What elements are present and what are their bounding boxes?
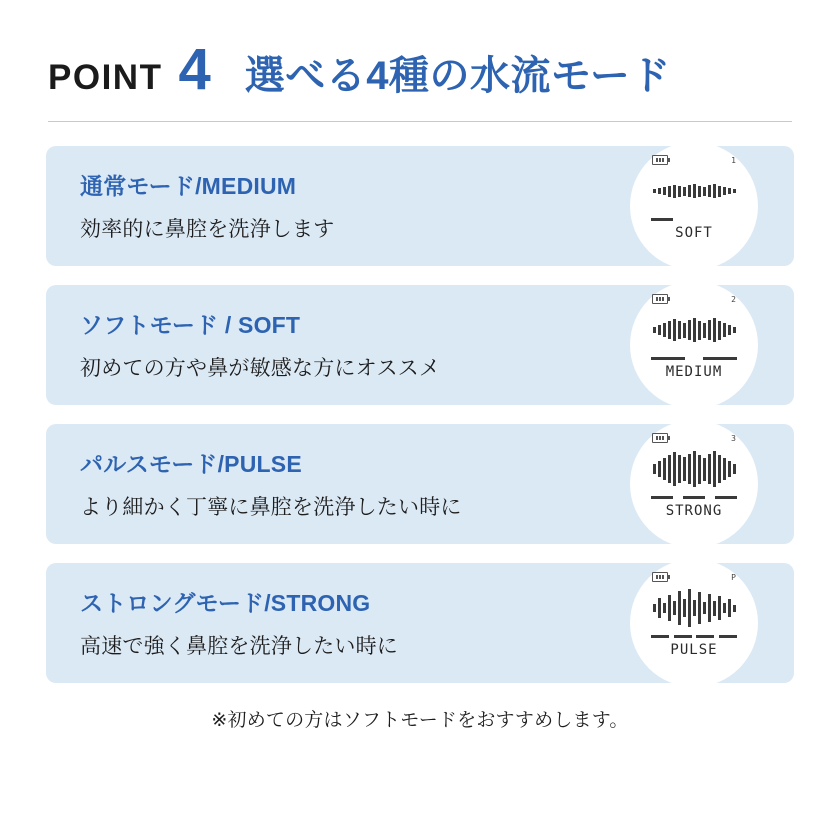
level-bars: [651, 631, 737, 641]
page-header: [46, 0, 794, 101]
battery-icon: [652, 572, 668, 582]
level-bars: [651, 492, 737, 502]
waveform-strong: [646, 448, 742, 490]
device-status-row: [644, 294, 744, 304]
device-display: [630, 142, 758, 270]
device-mode-number: 3: [731, 433, 736, 443]
device-display: [630, 281, 758, 409]
device-status-row: [644, 572, 744, 582]
device-mode-number: 1: [731, 155, 736, 165]
mode-card: [46, 563, 794, 683]
header-divider: [48, 121, 792, 122]
device-status-row: [644, 155, 744, 165]
battery-icon: [652, 155, 668, 165]
device-display: [630, 420, 758, 548]
battery-icon: [652, 294, 668, 304]
mode-card-title: パルスモード/PULSE: [80, 451, 302, 477]
level-bars: [651, 353, 737, 363]
device-status-row: [644, 433, 744, 443]
device-mode-label: SOFT: [675, 225, 713, 241]
point-number: 4: [178, 37, 211, 102]
device-display: [630, 559, 758, 687]
mode-card: [46, 285, 794, 405]
mode-card-description: 効率的に鼻腔を洗浄します: [80, 218, 335, 241]
waveform-pulse: [646, 587, 742, 629]
mode-card-description: 初めての方や鼻が敏感な方にオススメ: [80, 357, 441, 380]
device-mode-label: MEDIUM: [665, 364, 723, 380]
mode-card-description: より細かく丁寧に鼻腔を洗浄したい時に: [80, 496, 462, 519]
device-mode-label: PULSE: [670, 642, 718, 658]
page-title: 選べる4種の水流モード: [244, 54, 671, 98]
mode-card-list: [46, 146, 794, 683]
mode-card-description: 高速で強く鼻腔を洗浄したい時に: [80, 635, 398, 658]
footnote: ※初めての方はソフトモードをおすすめします。: [211, 710, 629, 731]
device-mode-label: STRONG: [665, 503, 723, 519]
mode-card-title: ストロングモード/STRONG: [80, 590, 371, 616]
battery-icon: [652, 433, 668, 443]
device-mode-number: P: [731, 572, 736, 582]
device-mode-number: 2: [731, 294, 736, 304]
waveform-medium: [646, 309, 742, 351]
level-bars: [651, 214, 737, 224]
mode-card: [46, 146, 794, 266]
mode-card-title: 通常モード/MEDIUM: [80, 173, 297, 199]
mode-card-title: ソフトモード / SOFT: [80, 312, 301, 338]
waveform-soft: [646, 170, 742, 212]
mode-card: [46, 424, 794, 544]
point-label: POINT: [48, 58, 163, 97]
